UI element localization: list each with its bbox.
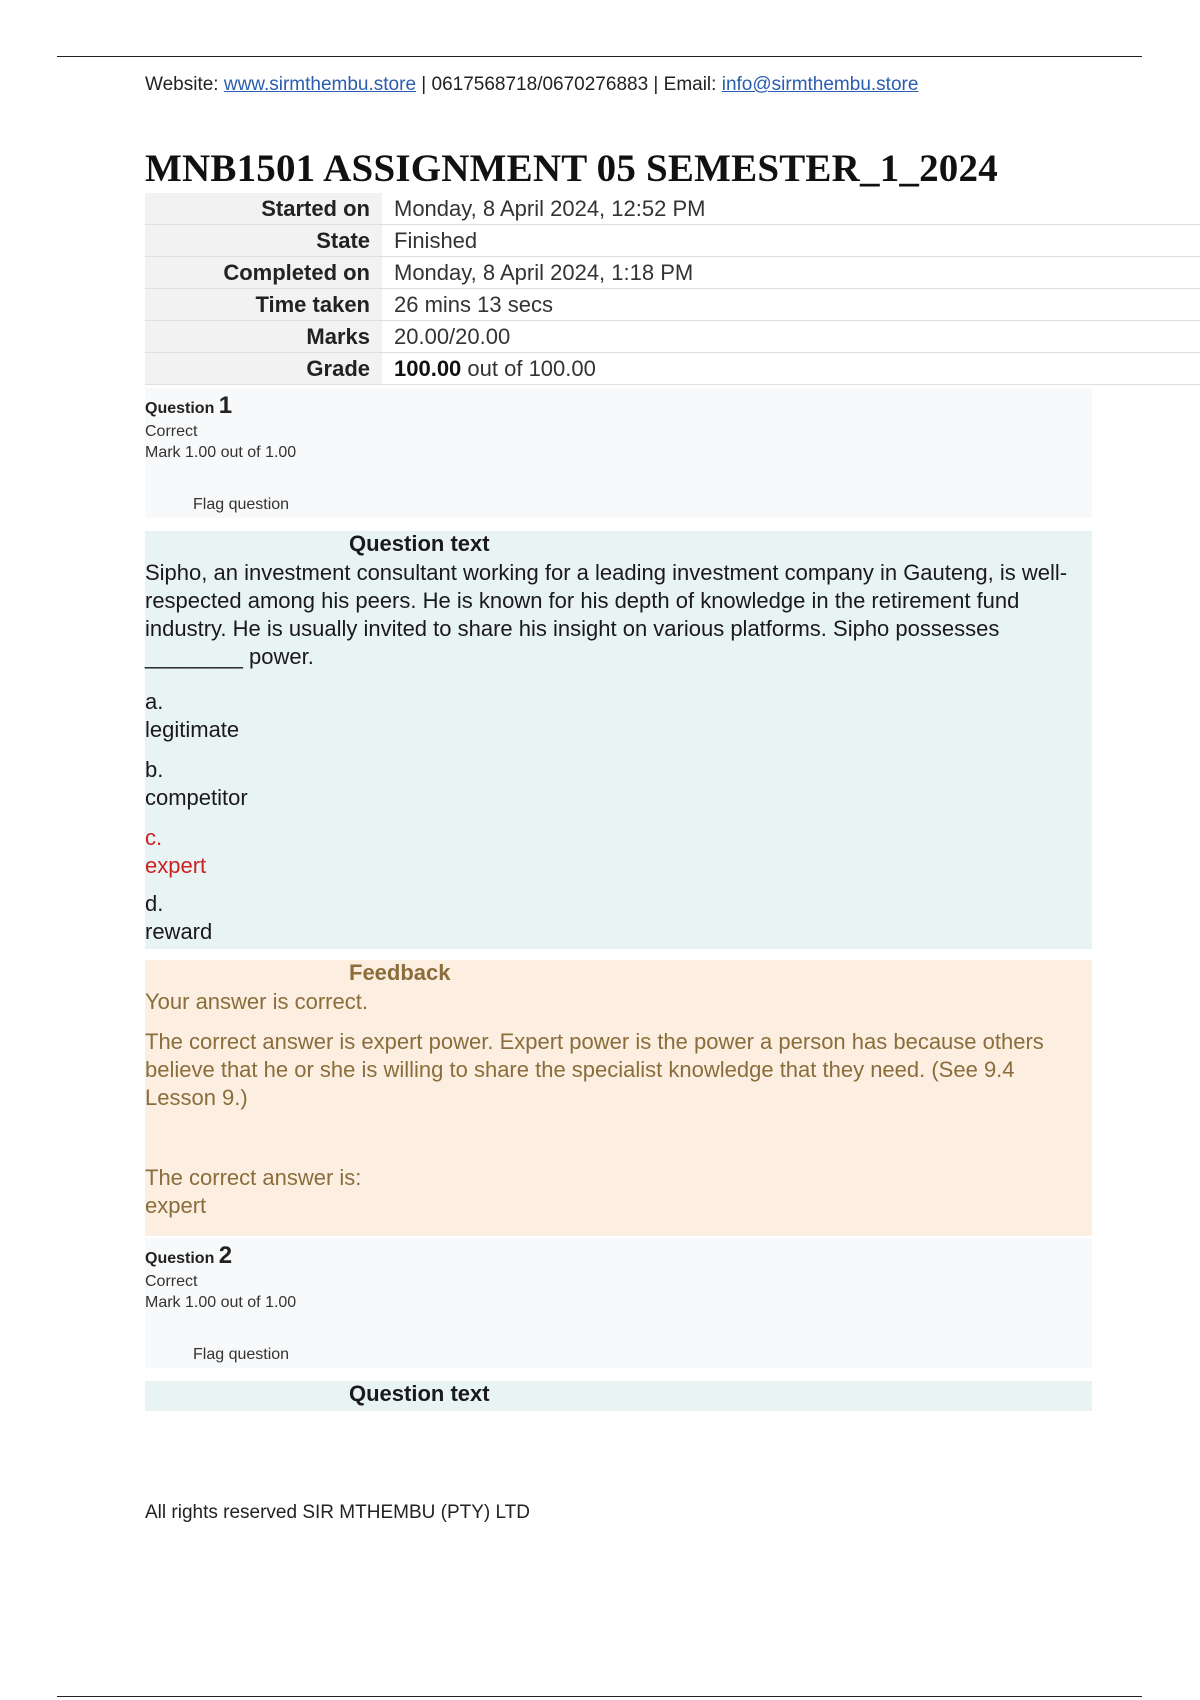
option-text: expert [145, 853, 207, 878]
question-mark: Mark 1.00 out of 1.00 [145, 444, 297, 461]
website-label: Website: [145, 74, 224, 95]
question-mark: Mark 1.00 out of 1.00 [145, 1294, 297, 1311]
summary-label: Started on [145, 193, 382, 225]
option-a[interactable] [145, 688, 239, 744]
website-link[interactable]: www.sirmthembu.store [223, 74, 417, 95]
option-text: legitimate [145, 717, 240, 742]
email-link[interactable]: info@sirmthembu.store [721, 74, 919, 95]
summary-label: Time taken [145, 289, 382, 321]
summary-value: Monday, 8 April 2024, 1:18 PM [382, 257, 1200, 289]
question-1-feedback-box [145, 960, 1092, 1236]
question-number-value: 1 [218, 392, 233, 419]
bottom-rule [57, 1696, 1142, 1697]
summary-row [145, 321, 1200, 353]
flag-question-link[interactable]: Flag question [193, 496, 290, 513]
feedback-heading: Feedback [349, 960, 451, 985]
email-label: Email: [663, 74, 722, 95]
question-1-text-box [145, 531, 1092, 949]
summary-row [145, 289, 1200, 321]
summary-label: State [145, 225, 382, 257]
grade-score: 100.00 [394, 355, 462, 381]
question-number [145, 1242, 232, 1270]
summary-row [145, 257, 1200, 289]
option-letter: a. [145, 689, 164, 714]
question-text-heading: Question text [349, 531, 490, 556]
summary-label: Completed on [145, 257, 382, 289]
summary-row [145, 225, 1200, 257]
option-letter: c. [145, 825, 163, 850]
correct-answer-label: The correct answer is: [145, 1165, 362, 1190]
option-b[interactable] [145, 756, 248, 812]
question-1-info [145, 388, 1092, 518]
summary-value: Monday, 8 April 2024, 12:52 PM [382, 193, 1200, 225]
question-text-heading: Question text [349, 1381, 490, 1406]
summary-value [382, 353, 1200, 385]
option-letter: d. [145, 891, 164, 916]
summary-row [145, 353, 1200, 385]
summary-label: Marks [145, 321, 382, 353]
feedback-explanation: The correct answer is expert power. Expert power is the power a person has because others believe that he or she is willing to share the specialist knowledge that they need. (See 9.4 Lesson 9.) [145, 1029, 1044, 1110]
option-text: reward [145, 919, 213, 944]
summary-row [145, 193, 1200, 225]
question-number [145, 392, 232, 420]
summary-value: 26 mins 13 secs [382, 289, 1200, 321]
grade-total: out of 100.00 [461, 355, 596, 381]
summary-value: Finished [382, 225, 1200, 257]
option-c-selected[interactable] [145, 824, 206, 880]
contact-header [145, 74, 918, 96]
top-rule [57, 56, 1142, 57]
feedback-result: Your answer is correct. [145, 989, 368, 1014]
question-label: Question [145, 1250, 215, 1267]
question-2-text-box [145, 1381, 1092, 1411]
question-text: Sipho, an investment consultant working for a leading investment company in Gauteng, is well-respected among his peers. He is known for his depth of knowledge in the retirement fund industry. He is usually invited to share his insight on various platforms. Sipho possesses ________ power. [145, 560, 1068, 669]
attempt-summary-table [145, 193, 1200, 385]
question-label: Question [145, 400, 215, 417]
question-state: Correct [145, 423, 198, 440]
option-letter: b. [145, 757, 164, 782]
option-text: competitor [145, 785, 248, 810]
question-2-info [145, 1238, 1092, 1368]
summary-value: 20.00/20.00 [382, 321, 1200, 353]
option-d[interactable] [145, 890, 212, 946]
summary-label: Grade [145, 353, 382, 385]
correct-answer-value: expert [145, 1193, 207, 1218]
phone-numbers: | 0617568718/0670276883 | [416, 74, 664, 95]
flag-question-link[interactable]: Flag question [193, 1346, 290, 1363]
document-title: MNB1501 ASSIGNMENT 05 SEMESTER_1_2024 [145, 147, 998, 190]
question-number-value: 2 [218, 1242, 233, 1269]
footer-copyright: All rights reserved SIR MTHEMBU (PTY) LTD [145, 1502, 530, 1523]
question-state: Correct [145, 1273, 198, 1290]
